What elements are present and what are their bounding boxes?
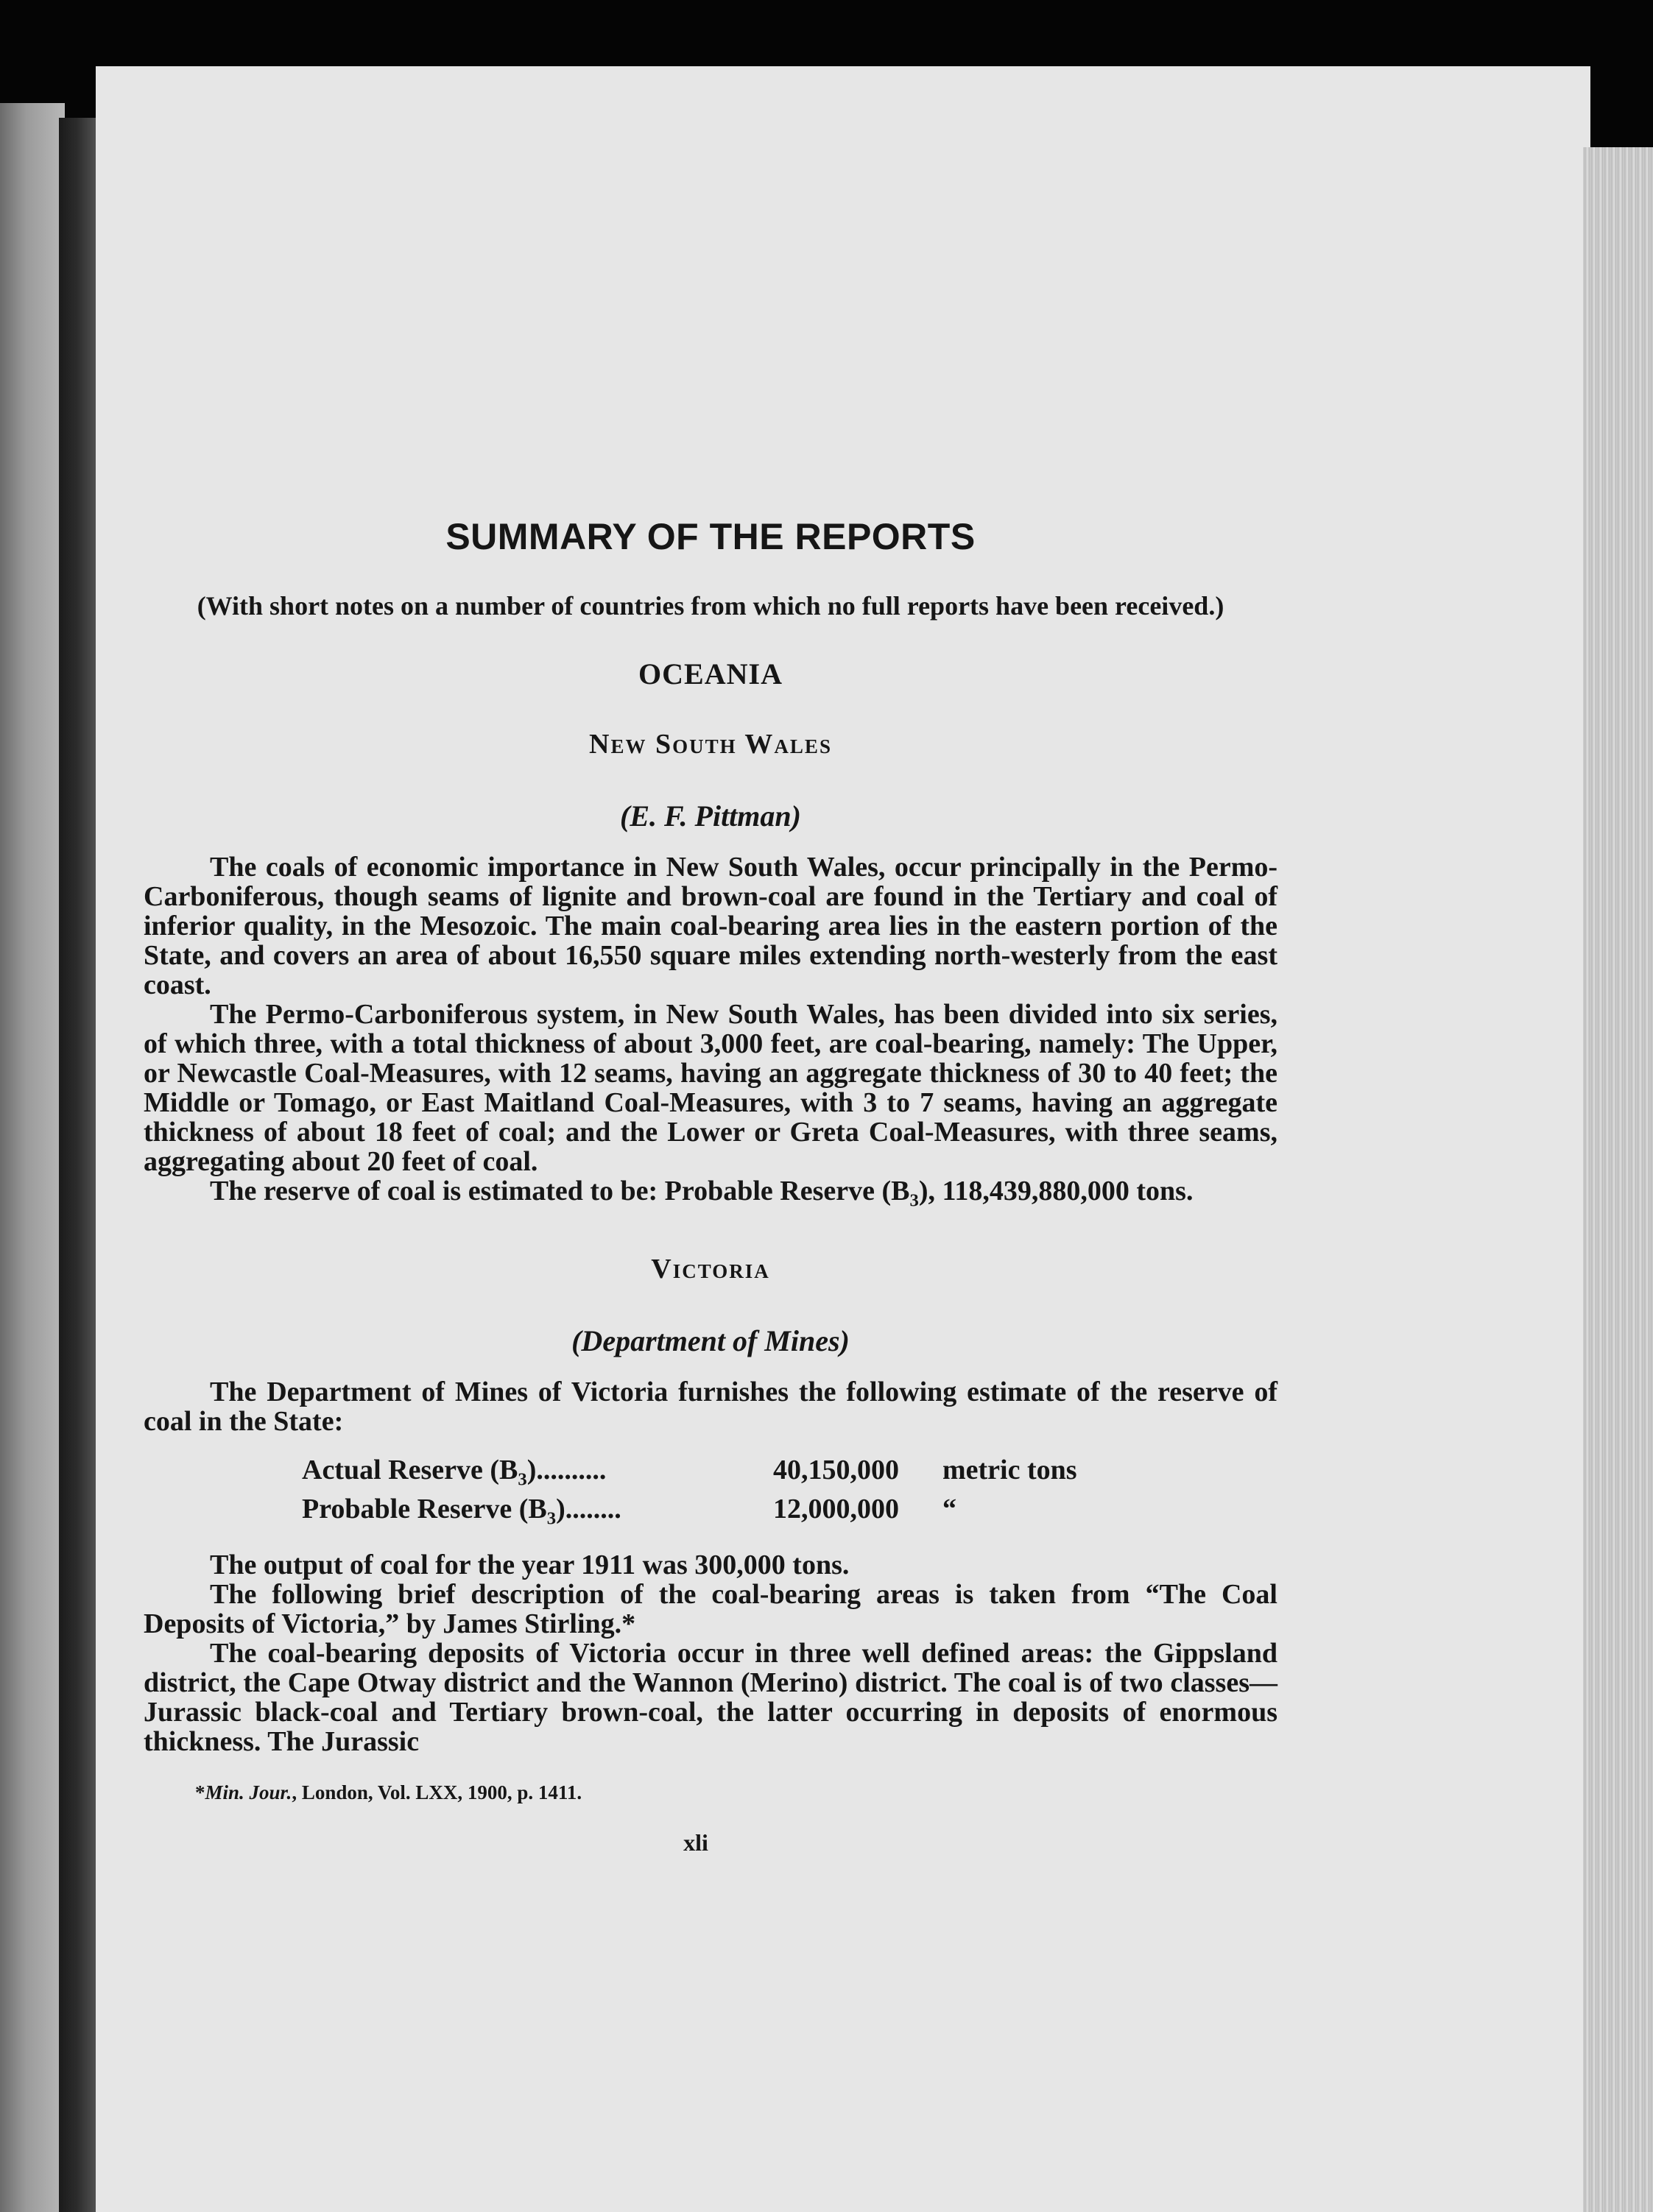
page-number: xli — [683, 1828, 708, 1856]
nsw-paragraph-1: The coals of economic importance in New South Wales, occur principally in the Permo-Carboniferous, though seams of lignite and brown-coal are found in the Tertiary and coal of inferior quality, in the Mesozoic. The main coal-bearing area lies in the eastern portion of the State, and covers an area of about 16,550 square miles extending north-westerly from the east coast. — [144, 852, 1277, 1000]
author-nsw: (E. F. Pittman) — [620, 799, 801, 833]
reserve-unit: metric tons — [942, 1454, 1077, 1485]
nsw-paragraph-2: The Permo-Carboniferous system, in New South Wales, has been divided into six series, of which three, with a total thickness of about 3,000 feet, are coal-bearing, namely: The Upper, or Newcastle Coal-Measures, with 12 seams, having an aggregate thickness of 30 to 40 feet; the Middle or Tomago, or East Maitland Coal-Measures, with 3 to 7 seams, having an aggregate thickness of about 18 feet of coal; and the Lower or Greta Coal-Measures, with three seams, aggregating about 20 feet of coal. — [144, 999, 1277, 1177]
reserve-table — [302, 1455, 1277, 1534]
author-victoria: (Department of Mines) — [571, 1324, 850, 1357]
left-page-edge — [0, 103, 65, 2212]
footnote-mark: * — [195, 1781, 205, 1803]
reserve-label-subscript: 3 — [546, 1508, 557, 1529]
reserve-row — [302, 1494, 1277, 1534]
nsw-reserve-text-post: ), 118,439,880,000 tons. — [918, 1176, 1194, 1206]
reserve-label-subscript: 3 — [518, 1469, 527, 1490]
victoria-paragraph-1: The Department of Mines of Victoria furnishes the following estimate of the reserve of coal in the State: — [144, 1376, 1277, 1437]
victoria-paragraph-2: The output of coal for the year 1911 was 300,000 tons. — [210, 1549, 850, 1580]
reserve-label-text: Probable Reserve (B — [302, 1494, 547, 1525]
reserve-unit: “ — [942, 1494, 956, 1525]
region-title-victoria: Victoria — [651, 1253, 770, 1285]
nsw-paragraph-3 — [144, 1176, 1277, 1216]
text-block — [144, 515, 1277, 1856]
page-subheading: (With short notes on a number of countries from which no full reports have been received.) — [197, 591, 1224, 621]
reserve-label — [302, 1494, 773, 1534]
reserve-label-leader: )........ — [556, 1494, 621, 1525]
reserve-value: 40,150,000 — [773, 1454, 899, 1485]
footnote-journal: Min. Jour. — [205, 1781, 292, 1803]
footnote-citation: , London, Vol. LXX, 1900, p. 1411. — [292, 1781, 582, 1803]
region-title-nsw: New South Wales — [589, 729, 832, 760]
victoria-paragraph-4: The coal-bearing deposits of Victoria occur in three well defined areas: the Gippsland district, the Cape Otway district and the Wannon (Merino) district. The coal is of two classes—Jurassic black-coal and Tertiary brown-coal, the latter occurring in deposits of enormous thickness. The Jurassic — [144, 1637, 1277, 1757]
section-title: OCEANIA — [638, 657, 783, 690]
nsw-reserve-text-pre: The reserve of coal is estimated to be: Probable Reserve (B — [210, 1176, 910, 1206]
reserve-row — [302, 1455, 1277, 1495]
page-heading: SUMMARY OF THE REPORTS — [445, 516, 976, 557]
footnote — [195, 1781, 1277, 1804]
reserve-label-leader: ).......... — [526, 1454, 607, 1485]
nsw-reserve-subscript: 3 — [909, 1190, 919, 1211]
page-edges — [1583, 147, 1653, 2212]
victoria-paragraph-3: The following brief description of the coal-bearing areas is taken from “The Coal Deposits of Victoria,” by James Stirling.* — [144, 1578, 1277, 1639]
reserve-value: 12,000,000 — [773, 1494, 899, 1525]
reserve-label-text: Actual Reserve (B — [302, 1454, 518, 1485]
reserve-label — [302, 1455, 773, 1495]
